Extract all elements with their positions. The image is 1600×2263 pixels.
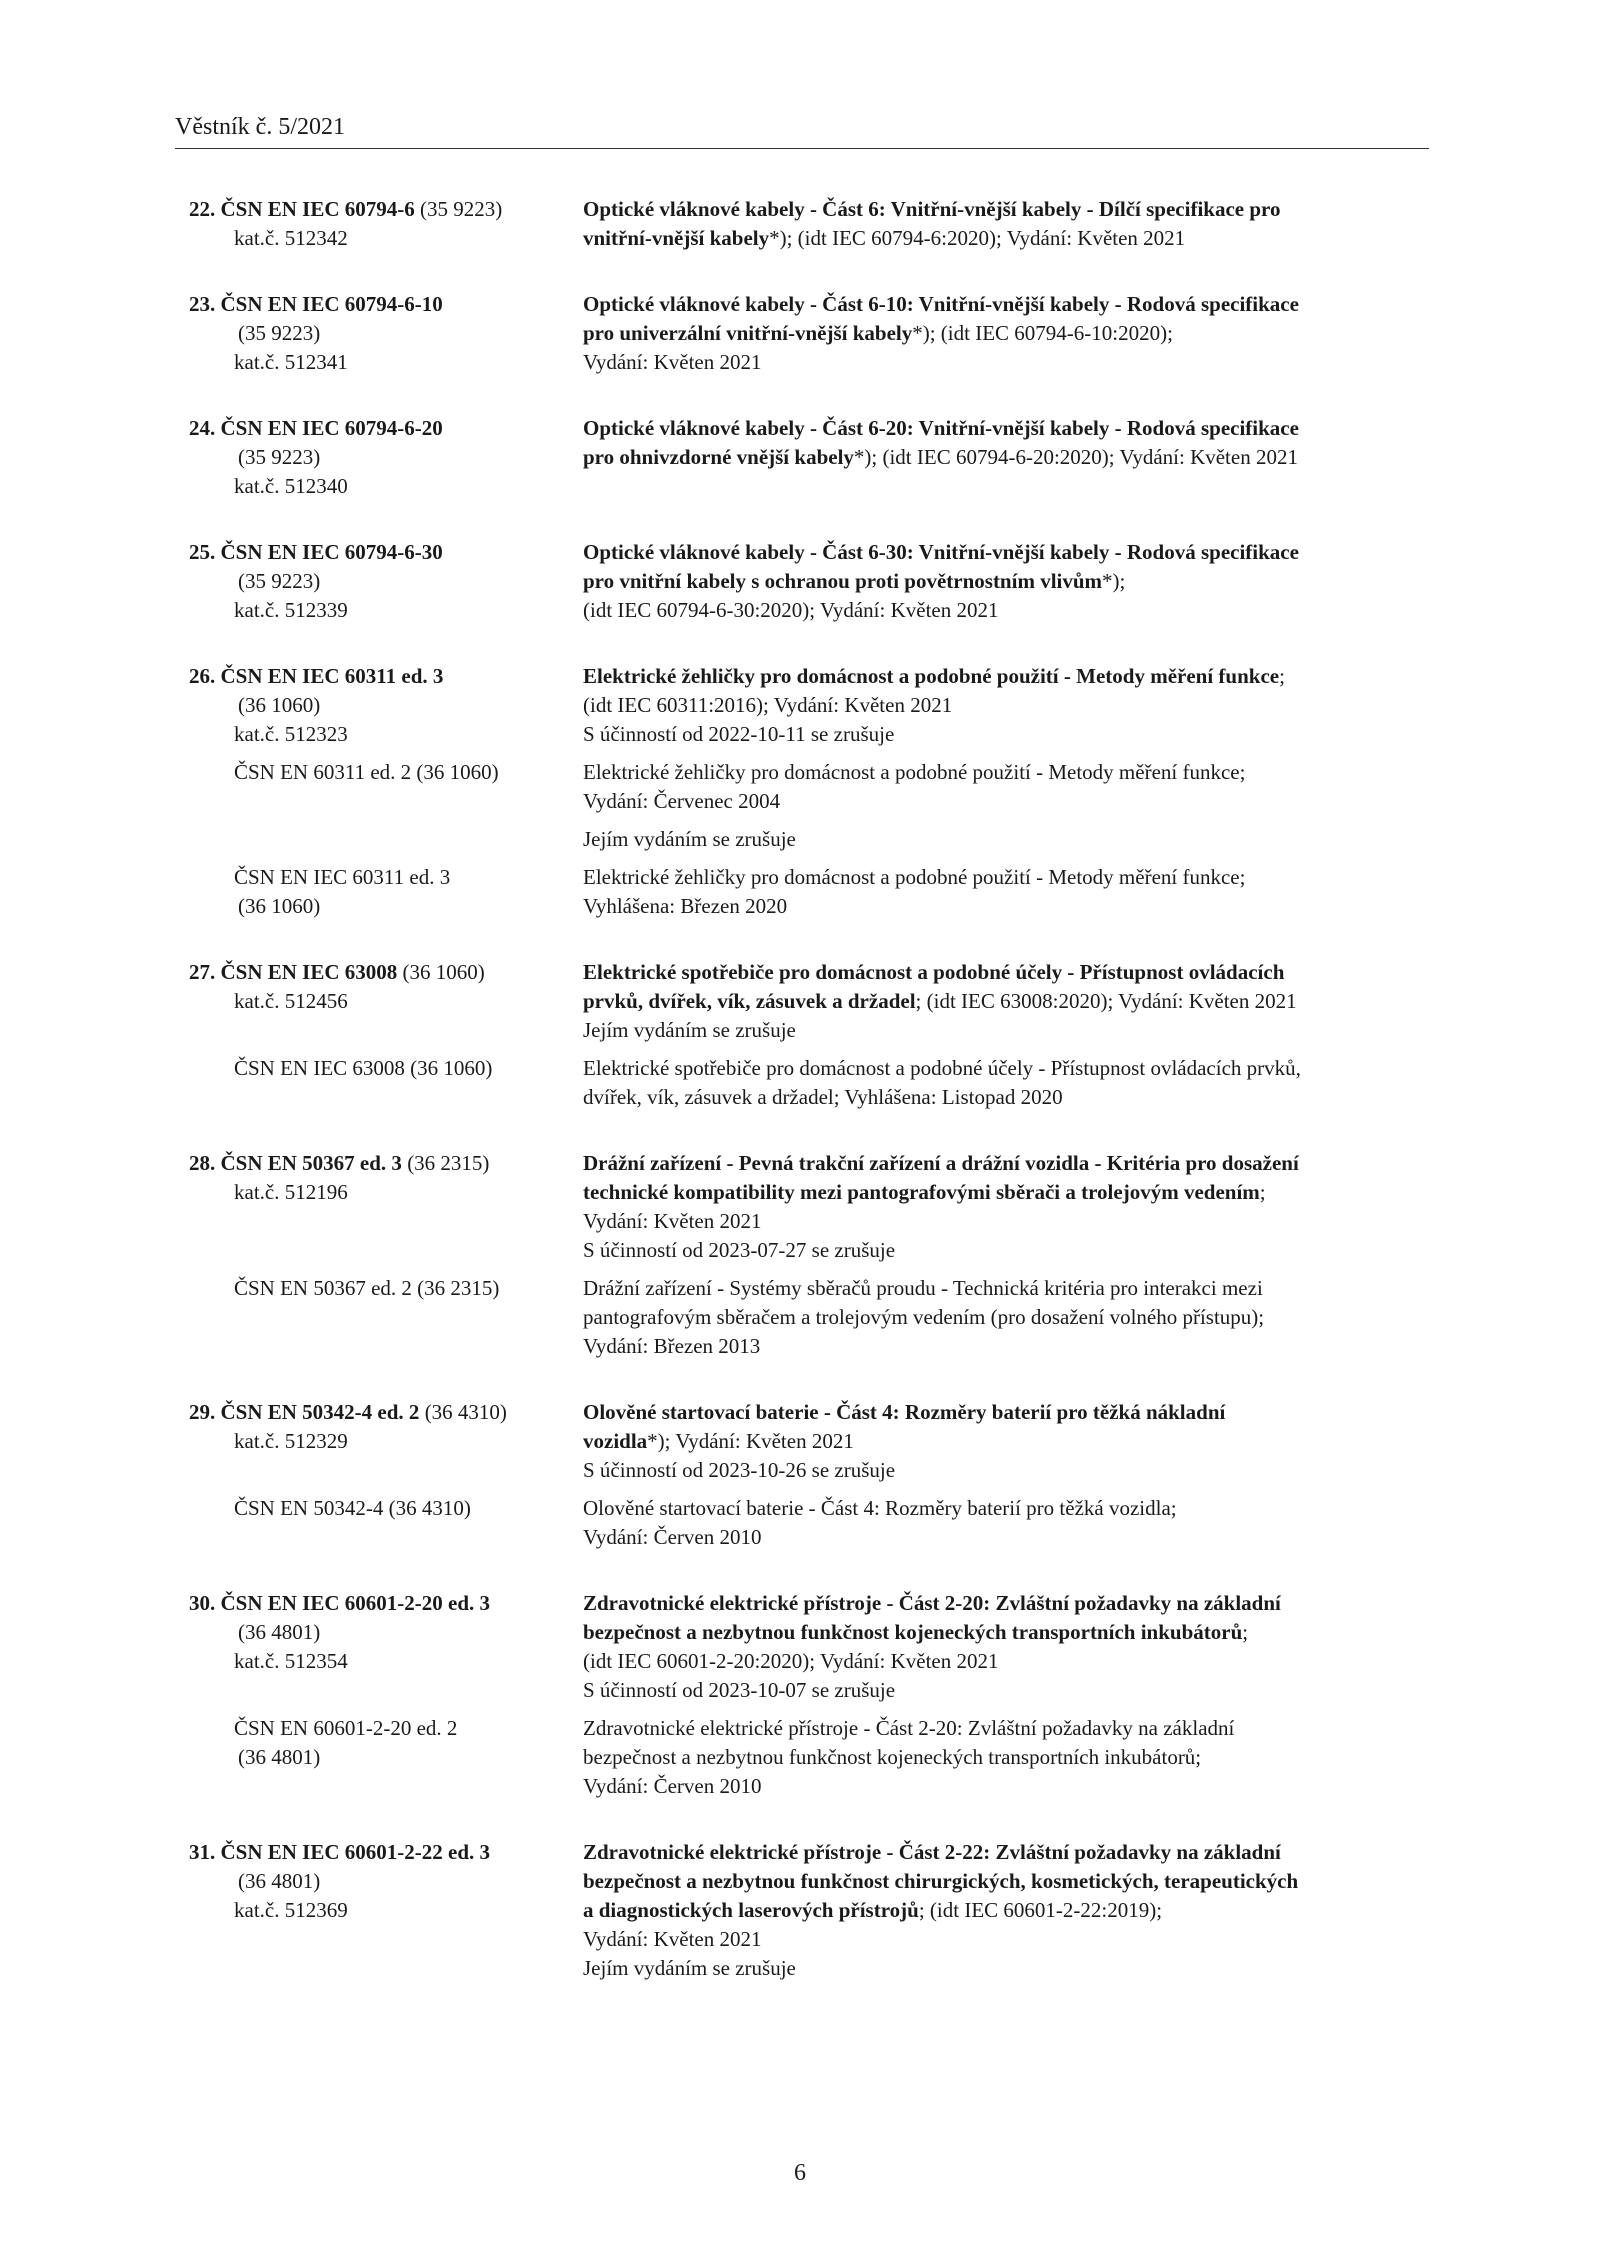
entry-27 [175, 958, 1425, 1112]
entry-22 [175, 195, 1425, 253]
entry-number: 31. [189, 1840, 216, 1864]
entry-26 [175, 662, 1425, 921]
replaced-date: Vydání: Červenec 2004 [583, 789, 781, 813]
replaced-classification: (36 1060) [238, 894, 321, 918]
standard-info: *); (idt IEC 60794-6:2020); Vydání: Květen 2021 [769, 226, 1186, 250]
replaced-title-cont: pantografovým sběračem a trolejovým vedením (pro dosažení volného přístupu); [583, 1305, 1265, 1329]
catalog-number: kat.č. 512329 [234, 1429, 348, 1453]
standard-info: *); [1102, 569, 1126, 593]
withdrawal-note: S účinností od 2022-10-11 se zrušuje [583, 722, 895, 746]
issue-date: Vydání: Květen 2021 [583, 1209, 762, 1233]
catalog-number: kat.č. 512354 [234, 1649, 348, 1673]
standard-info: ; (idt IEC 60601-2-22:2019); [918, 1898, 1163, 1922]
classification: (36 4801) [238, 1869, 321, 1893]
standard-title: Elektrické žehličky pro domácnost a podobné použití - Metody měření funkce [583, 664, 1280, 688]
entry-number: 28. [189, 1151, 216, 1175]
replaced-date: Vydání: Březen 2013 [583, 1334, 761, 1358]
entry-number: 26. [189, 664, 216, 688]
issue-date: Vydání: Květen 2021 [583, 1927, 762, 1951]
classification: (36 1060) [402, 960, 485, 984]
standard-title: Optické vláknové kabely - Část 6-30: Vnitřní-vnější kabely - Rodová specifikace [583, 540, 1299, 564]
entry-29 [175, 1398, 1425, 1552]
catalog-number: kat.č. 512456 [234, 989, 348, 1013]
classification: (35 9223) [420, 197, 503, 221]
standard-title-cont: bezpečnost a nezbytnou funkčnost kojeneckých transportních inkubátorů [583, 1620, 1243, 1644]
entry-number: 25. [189, 540, 216, 564]
withdrawal-note: Jejím vydáním se zrušuje [583, 1018, 796, 1042]
catalog-number: kat.č. 512339 [234, 598, 348, 622]
entry-number: 29. [189, 1400, 216, 1424]
standard-title-cont: prvků, dvířek, vík, zásuvek a držadel [583, 989, 916, 1013]
classification: (35 9223) [238, 445, 321, 469]
replaced-title: Elektrické spotřebiče pro domácnost a podobné účely - Přístupnost ovládacích prvků, [583, 1056, 1301, 1080]
catalog-number: kat.č. 512196 [234, 1180, 348, 1204]
entry-number: 22. [189, 197, 216, 221]
catalog-number: kat.č. 512340 [234, 474, 348, 498]
entry-number: 24. [189, 416, 216, 440]
standard-code: ČSN EN IEC 60794-6-30 [220, 540, 443, 564]
page-header [175, 112, 1429, 149]
standard-code: ČSN EN IEC 60794-6-20 [220, 416, 443, 440]
entry-28 [175, 1149, 1425, 1361]
replaced-standard: ČSN EN IEC 63008 (36 1060) [234, 1056, 493, 1080]
standard-code: ČSN EN 50342-4 ed. 2 [220, 1400, 420, 1424]
replaced-title: Olověné startovací baterie - Část 4: Rozměry baterií pro těžká vozidla; [583, 1496, 1177, 1520]
replaced-title: Elektrické žehličky pro domácnost a podobné použití - Metody měření funkce; [583, 865, 1246, 889]
standard-title-cont: vozidla [583, 1429, 648, 1453]
classification: (36 4310) [424, 1400, 507, 1424]
replaced-date: Vydání: Červen 2010 [583, 1774, 762, 1798]
classification: (35 9223) [238, 321, 321, 345]
standard-info: ; (idt IEC 63008:2020); Vydání: Květen 2021 [915, 989, 1297, 1013]
entry-number: 23. [189, 292, 216, 316]
withdrawal-note: S účinností od 2023-07-27 se zrušuje [583, 1238, 896, 1262]
withdrawal-note: S účinností od 2023-10-26 se zrušuje [583, 1458, 896, 1482]
replaced-title-cont: bezpečnost a nezbytnou funkčnost kojeneckých transportních inkubátorů; [583, 1745, 1202, 1769]
catalog-number: kat.č. 512341 [234, 350, 348, 374]
replaced-standard: ČSN EN 60311 ed. 2 (36 1060) [234, 760, 499, 784]
withdrawal-note: Jejím vydáním se zrušuje [583, 1956, 796, 1980]
classification: (36 1060) [238, 693, 321, 717]
standard-code: ČSN EN IEC 63008 [220, 960, 398, 984]
standard-info: *); Vydání: Květen 2021 [647, 1429, 854, 1453]
standard-code: ČSN EN IEC 60601-2-22 ed. 3 [220, 1840, 491, 1864]
standard-info: (idt IEC 60311:2016); Vydání: Květen 2021 [583, 693, 953, 717]
standard-title: Optické vláknové kabely - Část 6-20: Vnitřní-vnější kabely - Rodová specifikace [583, 416, 1299, 440]
standard-title: Optické vláknové kabely - Část 6: Vnitřní-vnější kabely - Dílčí specifikace pro [583, 197, 1281, 221]
standard-title-cont: vnitřní-vnější kabely [583, 226, 770, 250]
standard-info: *); (idt IEC 60794-6-10:2020); [912, 321, 1173, 345]
standard-info: *); (idt IEC 60794-6-20:2020); Vydání: Květen 2021 [853, 445, 1298, 469]
entry-31 [175, 1838, 1425, 1983]
journal-title: Věstník č. 5/2021 [175, 114, 345, 140]
standard-title-cont: pro vnitřní kabely s ochranou proti povětrnostním vlivům [583, 569, 1103, 593]
standard-code: ČSN EN IEC 60601-2-20 ed. 3 [220, 1591, 491, 1615]
catalog-number: kat.č. 512342 [234, 226, 348, 250]
replaced-date: Vydání: Červen 2010 [583, 1525, 762, 1549]
standard-title: Olověné startovací baterie - Část 4: Rozměry baterií pro těžká nákladní [583, 1400, 1226, 1424]
standard-title-cont: pro univerzální vnitřní-vnější kabely [583, 321, 913, 345]
standard-info-cont: (idt IEC 60794-6-30:2020); Vydání: Květen 2021 [583, 598, 999, 622]
withdrawal-note: Jejím vydáním se zrušuje [583, 827, 796, 851]
standards-list [175, 195, 1425, 2020]
standard-title: Drážní zařízení - Pevná trakční zařízení a drážní vozidla - Kritéria pro dosažení [583, 1151, 1299, 1175]
replaced-standard: ČSN EN 50342-4 (36 4310) [234, 1496, 471, 1520]
replaced-date: Vyhlášena: Březen 2020 [583, 894, 788, 918]
entry-number: 27. [189, 960, 216, 984]
punctuation: ; [1259, 1180, 1266, 1204]
classification: (35 9223) [238, 569, 321, 593]
page-number: 6 [794, 2160, 806, 2186]
replaced-standard: ČSN EN 60601-2-20 ed. 2 [234, 1716, 458, 1740]
replaced-title: Drážní zařízení - Systémy sběračů proudu - Technická kritéria pro interakci mezi [583, 1276, 1263, 1300]
classification: (36 4801) [238, 1620, 321, 1644]
entry-23 [175, 290, 1425, 377]
standard-code: ČSN EN 50367 ed. 3 [220, 1151, 402, 1175]
standard-title-cont: pro ohnivzdorné vnější kabely [583, 445, 854, 469]
standard-title-cont: bezpečnost a nezbytnou funkčnost chirurgických, kosmetických, terapeutických [583, 1869, 1299, 1893]
replaced-standard: ČSN EN 50367 ed. 2 (36 2315) [234, 1276, 500, 1300]
replaced-standard: ČSN EN IEC 60311 ed. 3 [234, 865, 451, 889]
standard-title-cont: a diagnostických laserových přístrojů [583, 1898, 919, 1922]
entry-number: 30. [189, 1591, 216, 1615]
entry-30 [175, 1589, 1425, 1801]
issue-date: Vydání: Květen 2021 [583, 350, 762, 374]
standard-code: ČSN EN IEC 60794-6 [220, 197, 415, 221]
entry-24 [175, 414, 1425, 501]
standard-title-cont: technické kompatibility mezi pantografovými sběrači a trolejovým vedením [583, 1180, 1260, 1204]
replaced-title: Zdravotnické elektrické přístroje - Část 2-20: Zvláštní požadavky na základní [583, 1716, 1235, 1740]
standard-info: (idt IEC 60601-2-20:2020); Vydání: Květen 2021 [583, 1649, 999, 1673]
entry-25 [175, 538, 1425, 625]
catalog-number: kat.č. 512369 [234, 1898, 348, 1922]
standard-title: Elektrické spotřebiče pro domácnost a podobné účely - Přístupnost ovládacích [583, 960, 1285, 984]
standard-title: Optické vláknové kabely - Část 6-10: Vnitřní-vnější kabely - Rodová specifikace [583, 292, 1299, 316]
standard-code: ČSN EN IEC 60794-6-10 [220, 292, 443, 316]
catalog-number: kat.č. 512323 [234, 722, 348, 746]
standard-code: ČSN EN IEC 60311 ed. 3 [220, 664, 444, 688]
replaced-date: dvířek, vík, zásuvek a držadel; Vyhlášena: Listopad 2020 [583, 1085, 1063, 1109]
classification: (36 2315) [407, 1151, 490, 1175]
replaced-classification: (36 4801) [238, 1745, 321, 1769]
punctuation: ; [1242, 1620, 1249, 1644]
withdrawal-note: S účinností od 2023-10-07 se zrušuje [583, 1678, 896, 1702]
replaced-title: Elektrické žehličky pro domácnost a podobné použití - Metody měření funkce; [583, 760, 1246, 784]
standard-title: Zdravotnické elektrické přístroje - Část 2-20: Zvláštní požadavky na základní [583, 1591, 1281, 1615]
punctuation: ; [1279, 664, 1285, 688]
standard-title: Zdravotnické elektrické přístroje - Část 2-22: Zvláštní požadavky na základní [583, 1840, 1281, 1864]
